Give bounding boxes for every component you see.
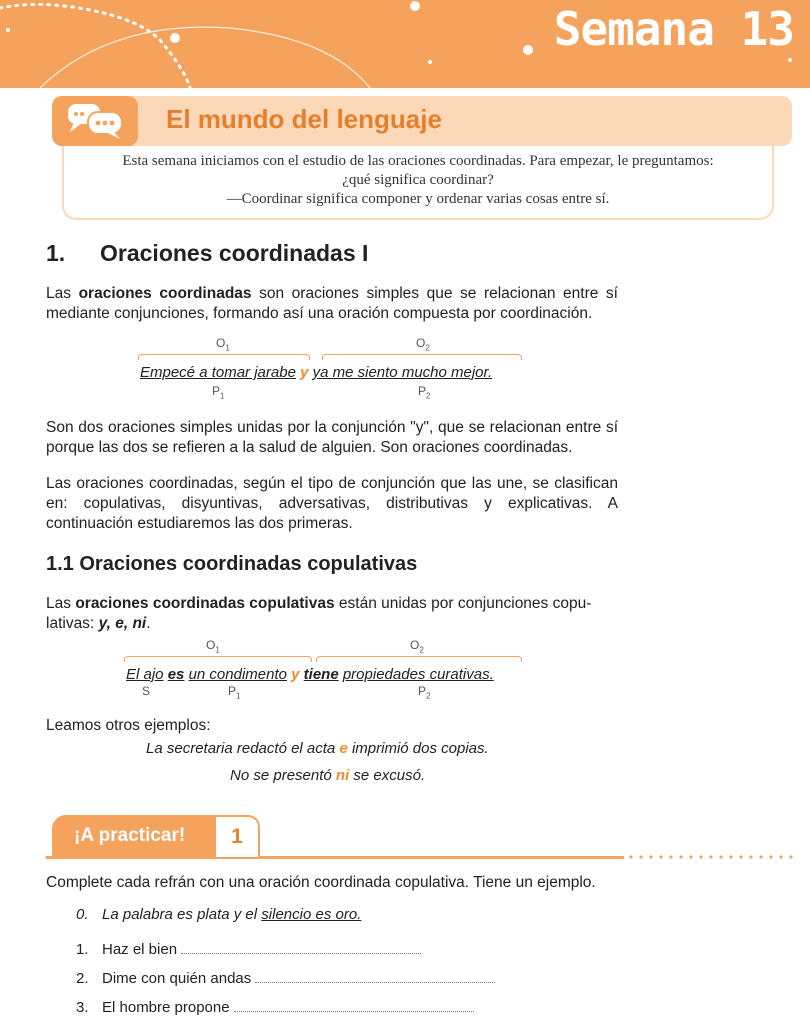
answer-blank[interactable] [234, 1000, 474, 1012]
label-o2: $O_2$ [416, 336, 430, 353]
paragraph-definition [46, 284, 618, 324]
example-sentence-2 [126, 666, 494, 683]
example-sentence-1 [140, 364, 492, 381]
intro-box [62, 140, 774, 220]
example-b [230, 767, 425, 784]
label-s: S [142, 684, 151, 698]
subject: El ajo [126, 666, 164, 683]
week-title: Semana 13 [553, 2, 794, 56]
clause-1: Empecé a tomar jarabe [140, 364, 296, 381]
practice-dots [626, 855, 796, 859]
practice-number: 1 [214, 815, 260, 857]
item-number: 2. [76, 970, 89, 987]
text: No se presentó [230, 767, 332, 784]
answer-blank[interactable] [181, 942, 421, 954]
conjunction: y [291, 666, 300, 683]
item-text: La palabra es plata y el [102, 906, 258, 923]
more-examples-label: Leamos otros ejemplos: [46, 717, 211, 734]
exercise-item-0 [76, 906, 361, 923]
item-number: 1. [76, 941, 89, 958]
brace-o2 [316, 656, 522, 662]
heading-section-1 [46, 240, 368, 267]
exercise-item-3 [76, 999, 474, 1016]
bold-term: oraciones coordinadas [78, 285, 252, 302]
answer-blank[interactable] [255, 971, 495, 983]
label-o1: $O_1$ [216, 336, 230, 353]
paragraph-explanation: Son dos oraciones simples unidas por la conjunción "y", que se relacionan entre sí porque las dos se refieren a la salud de alguien. Son oraciones coordinadas. [46, 419, 618, 456]
item-text: Haz el bien [102, 941, 178, 958]
conjunction: ni [335, 767, 350, 784]
practice-instruction: Complete cada refrán con una oración coordinada copulativa. Tiene un ejemplo. [46, 874, 596, 891]
text: lativas: [46, 615, 95, 632]
heading-title: Oraciones coordinadas I [100, 240, 369, 266]
item-text: Dime con quién andas [102, 970, 252, 987]
conjunction-list: y, e, ni [98, 615, 147, 632]
text: se excusó. [353, 767, 426, 784]
practice-tab: ¡A practicar! [52, 815, 216, 857]
text: están unidas por conjunciones copu- [338, 595, 592, 612]
label-p1: $P_1$ [212, 384, 225, 401]
conjunction: e [339, 740, 348, 757]
clause-2: ya me siento mucho mejor. [312, 364, 493, 381]
exercise-item-1 [76, 941, 421, 958]
section-title: El mundo del lenguaje [166, 104, 442, 134]
item-number: 3. [76, 999, 89, 1016]
brace-o1 [124, 656, 312, 662]
item-text: El hombre propone [102, 999, 230, 1016]
example-a [146, 740, 489, 757]
text: Las [46, 285, 71, 302]
conjunction: y [300, 364, 309, 381]
verb-1: es [167, 666, 185, 683]
label-p2: $P_2$ [418, 384, 431, 401]
bold-term: oraciones coordinadas copulativas [75, 595, 335, 612]
exercise-item-2 [76, 970, 495, 987]
header-banner [0, 0, 810, 88]
text: Las [46, 595, 71, 612]
paragraph-classification: Las oraciones coordinadas, según el tipo de conjunción que las une, se clasifican en: copulativas, disyuntivas, adversativas, distributivas y explicativas. A continuación estudiaremos las dos primeras. [46, 475, 618, 532]
intro-line-3: —Coordinar significa componer y ordenar varias cosas entre sí. [226, 191, 610, 207]
label-p2: $P_2$ [418, 684, 431, 701]
text: La secretaria redactó el acta [146, 740, 336, 757]
label-o2: $O_2$ [410, 638, 424, 655]
item-number: 0. [76, 906, 89, 923]
label-p1: $P_1$ [228, 684, 241, 701]
brace-o2 [322, 354, 522, 360]
intro-line-2: ¿qué significa coordinar? [342, 172, 494, 188]
brace-o1 [138, 354, 310, 360]
heading-number: 1. [46, 240, 66, 266]
item-answer: silencio es oro. [261, 906, 362, 923]
verb-2: tiene [303, 666, 339, 683]
predicate-1: un condimento [188, 666, 287, 683]
predicate-2: propiedades curativas. [342, 666, 494, 683]
heading-section-1-1: 1.1 Oraciones coordinadas copulativas [46, 553, 418, 575]
text: son oraciones simples que se relacionan entre sí mediante conjunciones, formando así una oración compuesta por coordinación. [46, 285, 618, 322]
label-o1: $O_1$ [206, 638, 220, 655]
paragraph-copulativas: Las oraciones coordinadas copulativas están unidas por conjunciones copu- lativas: y, e, ni. [46, 595, 592, 632]
intro-line-1: Esta semana iniciamos con el estudio de las oraciones coordinadas. Para empezar, le preguntamos: [122, 153, 714, 169]
chat-icon [52, 96, 138, 146]
text: imprimió dos copias. [351, 740, 489, 757]
